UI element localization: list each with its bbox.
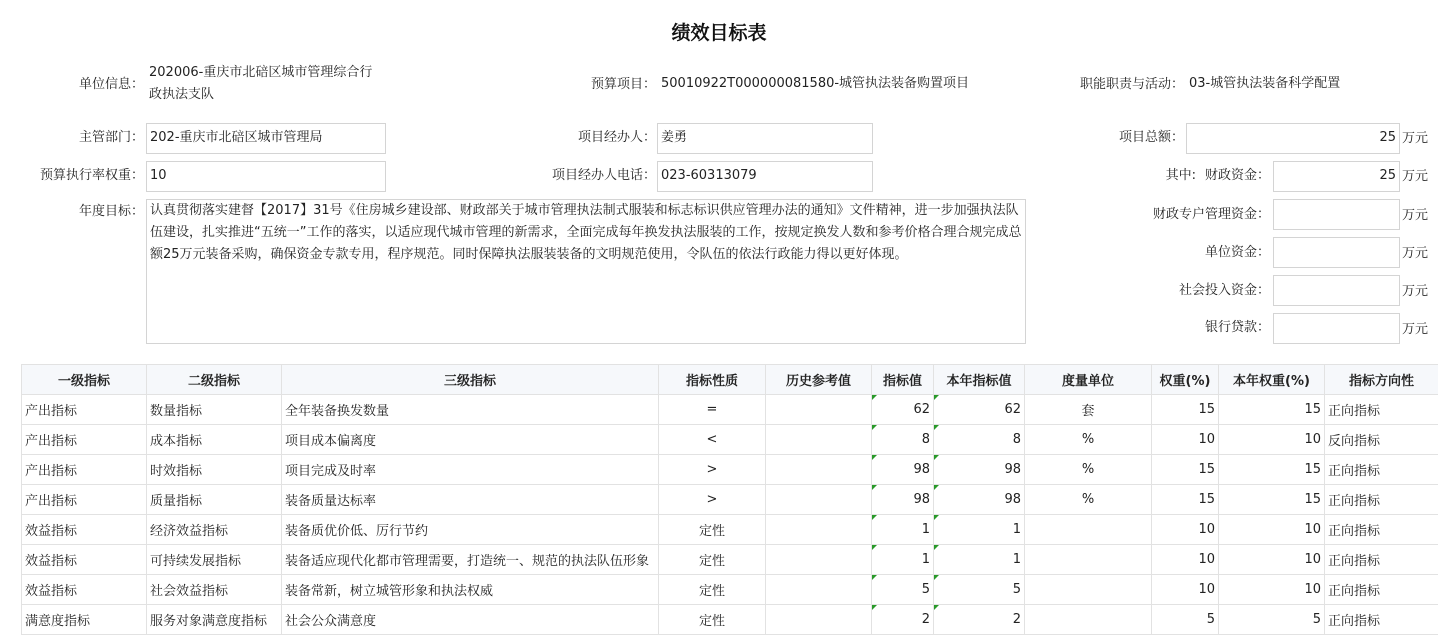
weight-cell: 15: [1152, 395, 1219, 425]
table-row: [22, 425, 1438, 455]
level3-cell: 装备适应现代化都市管理需要，打造统一、规范的执法队伍形象: [282, 545, 659, 575]
col-header: 一级指标: [22, 365, 147, 395]
weight-cell: 15: [1152, 455, 1219, 485]
history-cell[interactable]: [766, 395, 872, 425]
year-weight-cell: 10: [1219, 425, 1325, 455]
weight-cell: 15: [1152, 485, 1219, 515]
year-value-cell[interactable]: 98: [934, 455, 1025, 485]
direction-cell: 正向指标: [1325, 485, 1438, 515]
level3-cell: 项目完成及时率: [282, 455, 659, 485]
finance-fund-unit: 万元: [1402, 169, 1429, 184]
phone-field[interactable]: 023-60313079: [657, 161, 873, 192]
social-fund-unit: 万元: [1402, 284, 1429, 299]
target-value-cell[interactable]: 1: [872, 515, 934, 545]
weight-cell: 10: [1152, 575, 1219, 605]
unit-cell: %: [1025, 485, 1152, 515]
history-cell[interactable]: [766, 545, 872, 575]
level3-cell: 装备质量达标率: [282, 485, 659, 515]
target-value-cell[interactable]: 98: [872, 485, 934, 515]
history-cell[interactable]: [766, 425, 872, 455]
history-cell[interactable]: [766, 515, 872, 545]
target-value-cell[interactable]: 98: [872, 455, 934, 485]
unit-cell: [1025, 515, 1152, 545]
target-value-cell[interactable]: 62: [872, 395, 934, 425]
level3-cell: 全年装备换发数量: [282, 395, 659, 425]
level3-cell: 装备常新，树立城管形象和执法权威: [282, 575, 659, 605]
history-cell[interactable]: [766, 605, 872, 635]
total-amount-label: 项目总额：: [1118, 130, 1184, 145]
special-fund-label: 财政专户管理资金：: [1152, 207, 1270, 222]
level2-cell: 服务对象满意度指标: [147, 605, 282, 635]
year-value-cell[interactable]: 1: [934, 515, 1025, 545]
year-value-cell[interactable]: 98: [934, 485, 1025, 515]
weight-cell: 10: [1152, 515, 1219, 545]
nature-cell: >: [659, 455, 766, 485]
target-value-cell[interactable]: 5: [872, 575, 934, 605]
unit-cell: 套: [1025, 395, 1152, 425]
special-fund-field[interactable]: [1273, 199, 1400, 230]
unit-info-label: 单位信息：: [78, 77, 144, 92]
table-row: [22, 605, 1438, 635]
year-weight-cell: 10: [1219, 515, 1325, 545]
social-fund-field[interactable]: [1273, 275, 1400, 306]
nature-cell: =: [659, 395, 766, 425]
unit-cell: [1025, 545, 1152, 575]
level1-cell: 效益指标: [22, 515, 147, 545]
budget-project-label: 预算项目：: [590, 77, 656, 92]
handler-label: 项目经办人：: [577, 130, 656, 145]
level2-cell: 质量指标: [147, 485, 282, 515]
year-value-cell[interactable]: 2: [934, 605, 1025, 635]
level1-cell: 满意度指标: [22, 605, 147, 635]
level1-cell: 产出指标: [22, 395, 147, 425]
bank-loan-unit: 万元: [1402, 322, 1429, 337]
direction-cell: 正向指标: [1325, 575, 1438, 605]
level1-cell: 效益指标: [22, 545, 147, 575]
table-row: [22, 455, 1438, 485]
history-cell[interactable]: [766, 575, 872, 605]
unit-cell: %: [1025, 455, 1152, 485]
nature-cell: >: [659, 485, 766, 515]
level1-cell: 产出指标: [22, 455, 147, 485]
level3-cell: 装备质优价低、厉行节约: [282, 515, 659, 545]
social-fund-label: 社会投入资金：: [1178, 283, 1270, 298]
target-value-cell[interactable]: 1: [872, 545, 934, 575]
phone-label: 项目经办人电话：: [551, 168, 656, 183]
nature-cell: 定性: [659, 605, 766, 635]
among-label: 其中:: [1165, 168, 1196, 183]
level2-cell: 经济效益指标: [147, 515, 282, 545]
weight-cell: 5: [1152, 605, 1219, 635]
target-value-cell[interactable]: 8: [872, 425, 934, 455]
unit-fund-field[interactable]: [1273, 237, 1400, 268]
function-label: 职能职责与活动：: [1079, 77, 1184, 92]
weight-cell: 10: [1152, 545, 1219, 575]
function-value: 03-城管执法装备科学配置: [1189, 76, 1341, 91]
col-header: 指标性质: [659, 365, 766, 395]
nature-cell: 定性: [659, 515, 766, 545]
year-weight-cell: 15: [1219, 395, 1325, 425]
level2-cell: 数量指标: [147, 395, 282, 425]
indicator-table: [21, 364, 1438, 635]
table-row: [22, 515, 1438, 545]
level1-cell: 产出指标: [22, 485, 147, 515]
table-row: [22, 545, 1438, 575]
level2-cell: 可持续发展指标: [147, 545, 282, 575]
table-header-row: [22, 365, 1438, 395]
target-value-cell[interactable]: 2: [872, 605, 934, 635]
unit-fund-unit: 万元: [1402, 246, 1429, 261]
direction-cell: 正向指标: [1325, 515, 1438, 545]
col-header: 权重(%): [1152, 365, 1219, 395]
col-header: 三级指标: [282, 365, 659, 395]
history-cell[interactable]: [766, 485, 872, 515]
level2-cell: 社会效益指标: [147, 575, 282, 605]
handler-field[interactable]: 姜勇: [657, 123, 873, 154]
unit-cell: [1025, 575, 1152, 605]
year-weight-cell: 5: [1219, 605, 1325, 635]
direction-cell: 正向指标: [1325, 605, 1438, 635]
year-value-cell[interactable]: 1: [934, 545, 1025, 575]
col-header: 度量单位: [1025, 365, 1152, 395]
col-header: 历史参考值: [766, 365, 872, 395]
level3-cell: 项目成本偏离度: [282, 425, 659, 455]
budget-project-value: 50010922T000000081580-城管执法装备购置项目: [661, 76, 970, 91]
finance-fund-field[interactable]: 25: [1273, 161, 1400, 192]
level3-cell: 社会公众满意度: [282, 605, 659, 635]
goal-textarea[interactable]: 认真贯彻落实建督【2017】31号《住房城乡建设部、财政部关于城市管理执法制式服装和标志标识供应管理办法的通知》文件精神，进一步加强执法队伍建设，扎实推进“五统一”工作的落实，以适应现代城市管理的新需求，全面完成每年换发执法服装的工作，按规定换发人数和参考价格合理合规完成总额25万元装备采购，确保资金专款专用，程序规范。同时保障执法服装装备的文明规范使用，令队伍的依法行政能力得以更好体现。: [146, 199, 1026, 344]
unit-info-value: [149, 62, 389, 106]
unit-fund-label: 单位资金：: [1204, 245, 1270, 260]
table-row: [22, 395, 1438, 425]
unit-info-line-2: 政执法支队: [149, 87, 215, 102]
nature-cell: 定性: [659, 575, 766, 605]
dept-label: 主管部门：: [78, 130, 144, 145]
dept-field[interactable]: 202-重庆市北碚区城市管理局: [146, 123, 386, 154]
goal-label: 年度目标：: [78, 204, 144, 219]
page-title: 绩效目标表: [671, 22, 767, 44]
nature-cell: 定性: [659, 545, 766, 575]
total-amount-field[interactable]: 25: [1186, 123, 1400, 154]
unit-cell: %: [1025, 425, 1152, 455]
level2-cell: 成本指标: [147, 425, 282, 455]
weight-label: 预算执行率权重：: [39, 168, 144, 183]
year-weight-cell: 15: [1219, 485, 1325, 515]
year-weight-cell: 10: [1219, 575, 1325, 605]
nature-cell: <: [659, 425, 766, 455]
year-weight-cell: 15: [1219, 455, 1325, 485]
col-header: 本年权重(%): [1219, 365, 1325, 395]
direction-cell: 正向指标: [1325, 455, 1438, 485]
bank-loan-field[interactable]: [1273, 313, 1400, 344]
direction-cell: 反向指标: [1325, 425, 1438, 455]
table-row: [22, 575, 1438, 605]
level2-cell: 时效指标: [147, 455, 282, 485]
year-value-cell[interactable]: 5: [934, 575, 1025, 605]
year-value-cell[interactable]: 8: [934, 425, 1025, 455]
table-row: [22, 485, 1438, 515]
unit-info-line-1: 202006-重庆市北碚区城市管理综合行: [149, 65, 373, 80]
col-header: 二级指标: [147, 365, 282, 395]
total-amount-unit: 万元: [1402, 131, 1429, 146]
finance-fund-label: 财政资金：: [1204, 168, 1270, 183]
direction-cell: 正向指标: [1325, 395, 1438, 425]
bank-loan-label: 银行贷款：: [1204, 320, 1270, 335]
level1-cell: 产出指标: [22, 425, 147, 455]
col-header: 本年指标值: [934, 365, 1025, 395]
special-fund-unit: 万元: [1402, 208, 1429, 223]
weight-cell: 10: [1152, 425, 1219, 455]
level1-cell: 效益指标: [22, 575, 147, 605]
col-header: 指标方向性: [1325, 365, 1438, 395]
col-header: 指标值: [872, 365, 934, 395]
year-value-cell[interactable]: 62: [934, 395, 1025, 425]
unit-cell: [1025, 605, 1152, 635]
year-weight-cell: 10: [1219, 545, 1325, 575]
weight-field[interactable]: 10: [146, 161, 386, 192]
history-cell[interactable]: [766, 455, 872, 485]
direction-cell: 正向指标: [1325, 545, 1438, 575]
